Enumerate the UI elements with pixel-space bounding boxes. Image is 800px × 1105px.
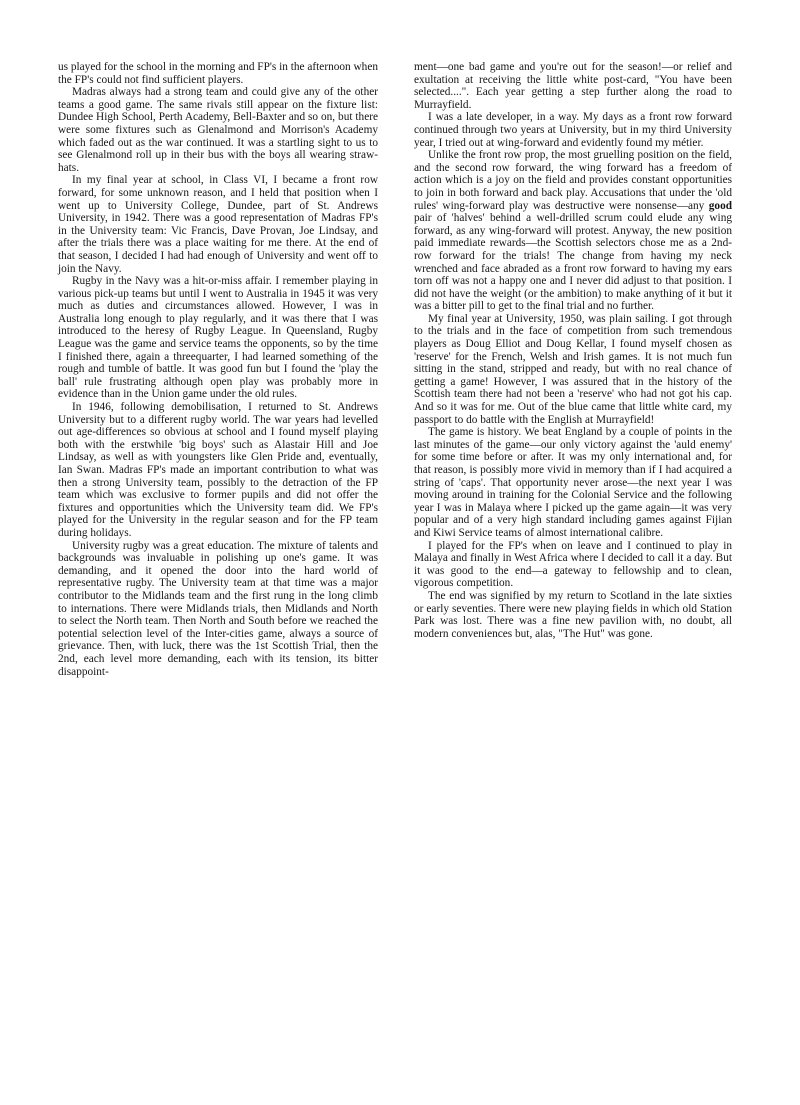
- paragraph: University rugby was a great education. The mixture of talents and backgrounds was invaluable in polishing up one's game. It was demanding, and it opened the door into the hard world of representative rugby. The University team at that time was a major contributor to the Midlands team and the first rung in the long climb to internations. There were Midlands trials, then Midlands and North to select the North team. Then North and South before we reached the potential selection level of the Inter-cities game, always a source of grievance. Then, with luck, there was the 1st Scottish Trial, then the 2nd, each level more demanding, each with its tension, its bitter disappoint-: [58, 539, 378, 678]
- paragraph: ment—one bad game and you're out for the season!—or relief and exultation at receiving the little white post-card, "You have been selected....". Each year getting a step further along the road to Murrayfield.: [414, 61, 732, 111]
- paragraph: In 1946, following demobilisation, I returned to St. Andrews University but to a different rugby world. The war years had levelled out age-differences so obvious at school and I found myself playing both with the erstwhile 'big boys' such as Alastair Hill and Joe Lindsay, as well as with youngsters like Glen Pride and, eventually, Ian Swan. Madras FP's made an important contribution to what was then a strong University team, possibly to the detraction of the FP team which was exclusive to former pupils and did not offer the fixtures and opportunities which the University team did. We FP's played for the University in the regular season and for the FP team during holidays.: [58, 401, 378, 539]
- right-text-column: [414, 61, 732, 640]
- emphasis-word: good: [708, 199, 732, 212]
- paragraph: The game is history. We beat England by a couple of points in the last minutes of the game—our only victory against the 'auld enemy' for some time before or after. It was my only international and, for that reason, is possibly more vivid in memory than if I had acquired a string of 'caps'. That opportunity never arose—the next year I was moving around in training for the Colonial Service and the following year I was in Malaya where I picked up the game again—it was very popular and of a very high standard including games against Fijian and Kiwi Service teams of almost international calibre.: [414, 426, 732, 539]
- paragraph: us played for the school in the morning and FP's in the afternoon when the FP's could not find sufficient players.: [58, 61, 378, 86]
- paragraph: The end was signified by my return to Scotland in the late sixties or early seventies. There were new playing fields in which old Station Park was lost. There was a fine new pavilion with, no doubt, all modern conveniences but, alas, "The Hut" was gone.: [414, 589, 732, 640]
- paragraph: Madras always had a strong team and could give any of the other teams a good game. The same rivals still appear on the fixture list: Dundee High School, Perth Academy, Bell-Baxter and so on, but there were some fixtures such as Glenalmond and Morrison's Academy which faded out as the war continued. It was a startling sight to us to see Glenalmond roll up in their bus with the boys all wearing straw-hats.: [58, 86, 378, 174]
- paragraph: I was a late developer, in a way. My days as a front row forward continued through two years at University, but in my third University year, I tried out at wing-forward and evidently found my métier.: [414, 111, 732, 149]
- paragraph: I played for the FP's when on leave and I continued to play in Malaya and finally in West Africa where I decided to call it a day. But it was good to the end—a gateway to fellowship and to clean, vigorous competition.: [414, 539, 732, 590]
- paragraph: [414, 149, 732, 313]
- paragraph: My final year at University, 1950, was plain sailing. I got through to the trials and in the face of competition from such tremendous players as Doug Elliot and Doug Kellar, I found myself chosen as 'reserve' for the French, Welsh and Irish games. It is not much fun sitting in the stand, stripped and ready, but with no real chance of getting a game! However, I was assured that in the history of the Scottish team there had not been a 'reserve' who had not got his cap. And so it was for me. Out of the blue came that little white card, my passport to do battle with the English at Murrayfield!: [414, 312, 732, 426]
- paragraph-text: Unlike the front row prop, the most gruelling position on the field, and the second row forward, the wing forward has a freedom of action which is a joy on the field and provides constant opportunities to join in both forward and back play. Accusations that under the 'old rules' wing-forward play was destructive were nonsense—any: [414, 149, 732, 212]
- left-text-column: [58, 61, 378, 678]
- paragraph-text: pair of 'halves' behind a well-drilled scrum could elude any wing forward, as any wing-forward will protest. Anyway, the new position paid immediate rewards—the Scottish selectors chose me as a 2nd-row forward for the trials! The change from having my neck wrenched and face abraded as a front row forward to having my ears torn off was not a happy one and I never did adjust to that position. I did not have the weight (or the ambition) to make anything of it but it was a bitter pill to get to the final trial and no further.: [414, 212, 732, 313]
- paragraph: In my final year at school, in Class VI, I became a front row forward, for some unknown reason, and I held that position when I went up to University College, Dundee, part of St. Andrews University, in 1942. There was a good representation of Madras FP's in the University team: Vic Francis, Dave Provan, Joe Lindsay, and after the trials there was a place waiting for me there. At the end of that season, I decided I had had enough of University and went off to join the Navy.: [58, 174, 378, 275]
- paragraph: Rugby in the Navy was a hit-or-miss affair. I remember playing in various pick-up teams but until I went to Australia in 1945 it was very much as duties and circumstances allowed. However, I was in Australia long enough to play regularly, and it was there that I was introduced to the heresy of Rugby League. In Queensland, Rugby League was the game and service teams the opponents, so by the time I finished there, again a threequarter, I had learned something of the rough and tumble of battle. It was good fun but I found the 'play the ball' rule frustrating although open play was probably more in evidence than in the Union game under the old rules.: [58, 275, 378, 401]
